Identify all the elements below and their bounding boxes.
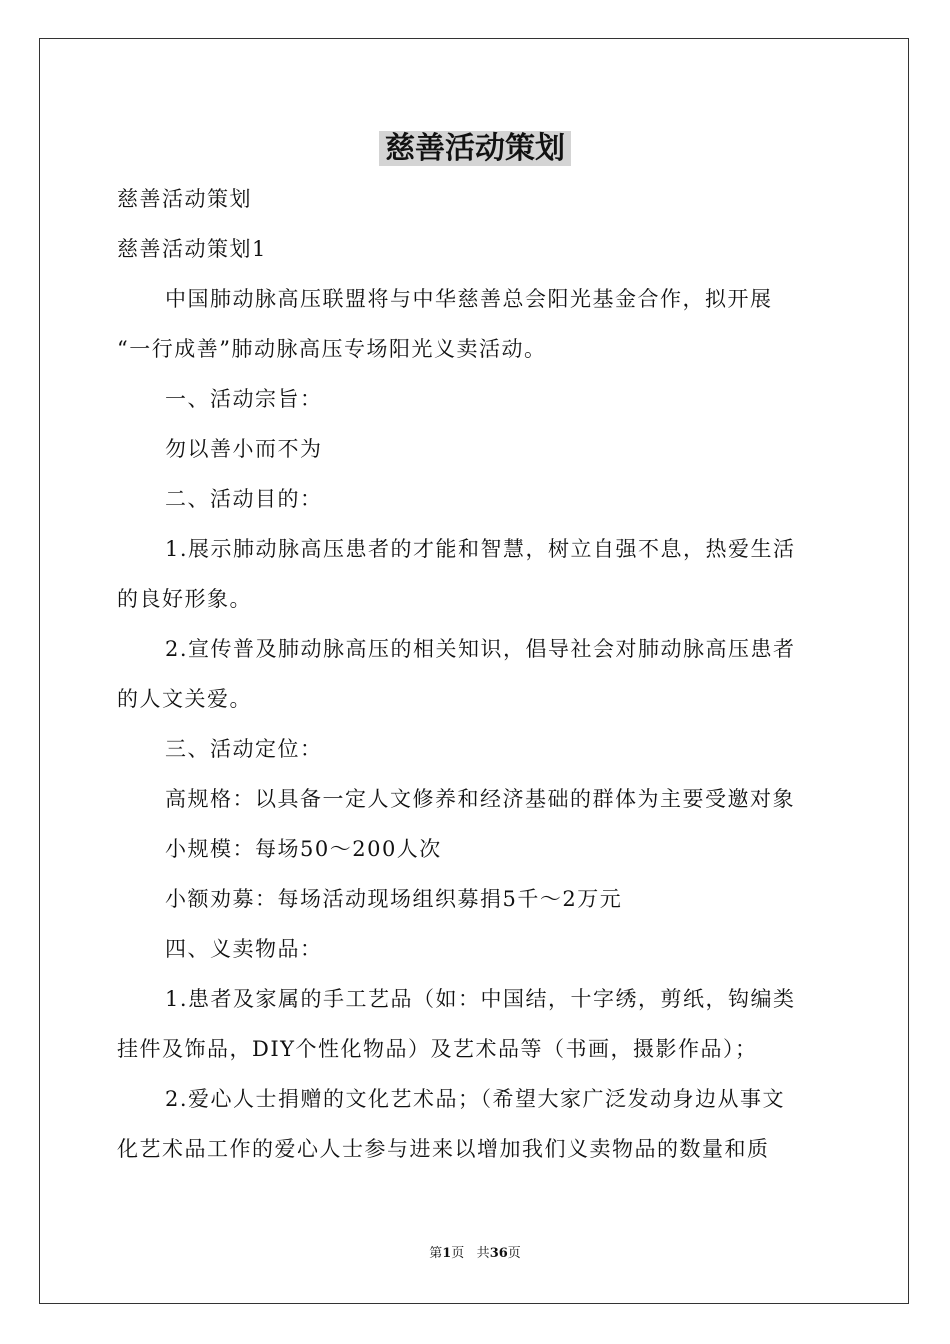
footer-page-prefix: 第 <box>429 1246 443 1261</box>
text-line-3: 中国肺动脉高压联盟将与中华慈善总会阳光基金合作，拟开展 <box>165 287 773 311</box>
text-line-19: 2.爱心人士捐赠的文化艺术品；（希望大家广泛发动身边从事文 <box>165 1087 786 1111</box>
footer-page-number: 1 <box>442 1246 452 1261</box>
text-line-12: 三、活动定位： <box>165 737 323 761</box>
text-line-13: 高规格：以具备一定人文修养和经济基础的群体为主要受邀对象 <box>165 787 795 811</box>
text-line-11: 的人文关爱。 <box>117 687 252 711</box>
text-line-7: 二、活动目的： <box>165 487 323 511</box>
footer-total-pages: 36 <box>489 1246 508 1261</box>
text-line-18: 挂件及饰品，DIY个性化物品）及艺术品等（书画，摄影作品）； <box>117 1037 758 1061</box>
text-line-1: 慈善活动策划 <box>117 187 252 211</box>
text-line-20: 化艺术品工作的爱心人士参与进来以增加我们义卖物品的数量和质 <box>117 1137 770 1161</box>
text-line-10: 2.宣传普及肺动脉高压的相关知识，倡导社会对肺动脉高压患者 <box>165 637 796 661</box>
text-line-15: 小额劝募：每场活动现场组织募捐5千～2万元 <box>165 887 623 911</box>
text-line-8: 1.展示肺动脉高压患者的才能和智慧，树立自强不息，热爱生活 <box>165 537 796 561</box>
text-line-9: 的良好形象。 <box>117 587 252 611</box>
text-line-6: 勿以善小而不为 <box>165 437 323 461</box>
page-border <box>39 38 909 1304</box>
footer-total-prefix: 共 <box>476 1246 490 1261</box>
text-line-16: 四、义卖物品： <box>165 937 323 961</box>
footer-page-suffix: 页 <box>451 1246 465 1261</box>
text-line-2: 慈善活动策划1 <box>117 237 267 261</box>
text-line-5: 一、活动宗旨： <box>165 387 323 411</box>
footer-total-suffix: 页 <box>507 1246 521 1261</box>
document-title <box>0 128 950 170</box>
text-line-4: “一行成善”肺动脉高压专场阳光义卖活动。 <box>117 337 547 361</box>
text-line-17: 1.患者及家属的手工艺品（如：中国结，十字绣，剪纸，钩编类 <box>165 987 796 1011</box>
document-title-text: 慈善活动策划 <box>379 131 571 166</box>
text-line-14: 小规模：每场50～200人次 <box>165 837 442 861</box>
page-footer <box>0 1245 950 1263</box>
